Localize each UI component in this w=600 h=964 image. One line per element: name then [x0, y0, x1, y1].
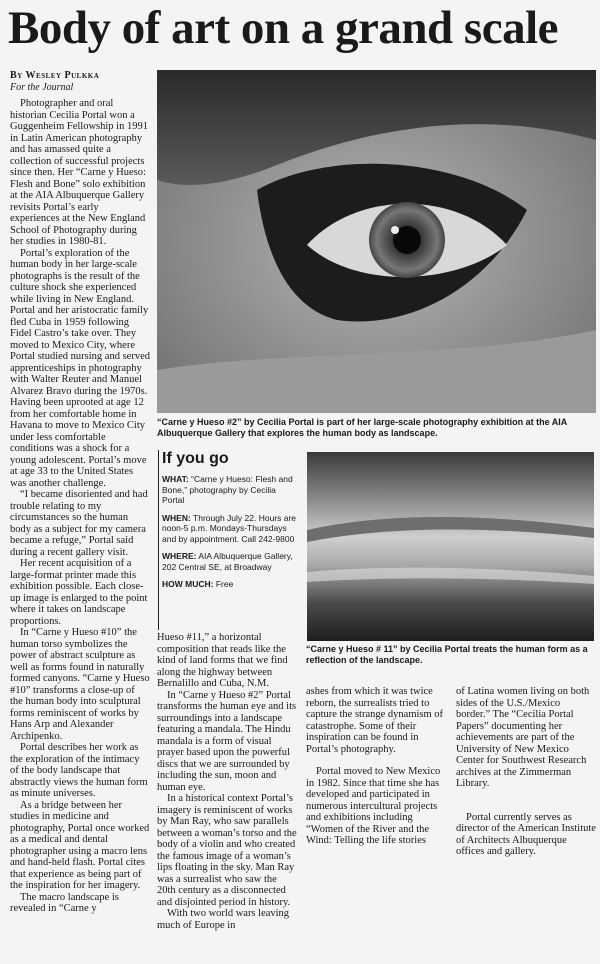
headline: Body of art on a grand scale: [8, 2, 558, 54]
paragraph: As a bridge between her studies in medicine and photography, Portal once worked as a medical and dental photographer using a macro lens and hand-held flash. Portal cites that experience as being part of the inspiration for her imagery.: [10, 799, 150, 891]
paragraph: Portal describes her work as the exploration of the intimacy of the body landscape that abstractly views the human form as minute universes.: [10, 742, 148, 799]
photo-caption: “Carne y Hueso # 11” by Cecilia Portal treats the human form as a reflection of the landscape.: [306, 644, 588, 665]
info-label: HOW MUCH:: [162, 579, 214, 589]
paragraph: The macro landscape is revealed in “Carne y: [10, 891, 119, 914]
paragraph: of Latina women living on both sides of the U.S./Mexico border.” The “Cecilia Portal Papers” documenting her achievements are part of the University of New Mexico Center for Southwest Research archives at the Zimmerman Library.: [456, 686, 590, 789]
paragraph: Her recent acquisition of a large-format printer made this exhibition possible. Each close-up image is enlarged to the point where it takes on landscape proportions.: [10, 558, 148, 627]
info-label: WHEN:: [162, 512, 191, 523]
info-what: [162, 474, 300, 506]
torso-photo-image: [307, 452, 594, 641]
eye-photo: [157, 70, 596, 413]
info-value: AIA Albuquerque Gallery, 202 Central SE, at Broadway: [162, 551, 293, 572]
article-column-4: [456, 686, 596, 962]
article-column-2: [157, 632, 297, 962]
paragraph: Portal’s exploration of the human body in her large-scale photographs is the result of the culture shock she experienced while living in New England. Portal and her aristocratic family fled Cuba in 1959 following Fidel Castro’s take over. They moved to Mexico City, where Portal studied nursing and served apprenticeships in photography with Walter Reuter and Manuel Alvarez Bravo during the 1970s. Having been uprooted at age 12 from her comfortable home in Havana to move to Mexico City under less comfortable conditions was a shock for a young adolescent. Portal’s move at age 33 to the United States was another challenge.: [10, 247, 150, 489]
paragraph: “I became disoriented and had trouble relating to my circumstances so the human body as a subject for my camera became a refuge,” Portal said during a recent gallery visit.: [10, 489, 148, 558]
paragraph: Photographer and oral historian Cecilia Portal won a Guggenheim Fellowship in 1991 in Latin American photography and has amassed quite a collection of successful projects since then. Her “Carne y Hueso: Flesh and Bone” solo exhibition at the AIA Albuquerque Gallery revisits Portal’s early experiences at the New England School of Photography during her studies in 1980-81.: [10, 98, 148, 247]
paragraph: ashes from which it was twice reborn, the surrealists tried to capture the strange dynamism of catastrophe. Some of their inspiration can be found in Portal’s photography.: [306, 686, 444, 755]
info-when: [162, 513, 300, 545]
paragraph: In “Carne y Hueso #10” the human torso symbolizes the power of abstract sculpture as well as forms found in naturally formed canyons. “Carne y Hueso #10” transforms a close-up of the human body into sculptural forms reminiscent of works by Hans Arp and Alexander Archipenko.: [10, 627, 150, 742]
paragraph: Hueso #11,” a horizontal composition that reads like the kind of land forms that we find along the highway between Bernalillo and Cuba, N.M.: [157, 632, 288, 689]
byline: [10, 70, 156, 94]
info-label: WHERE:: [162, 551, 197, 561]
info-value: “Carne y Hueso: Flesh and Bone,” photography by Cecilia Portal: [162, 474, 293, 505]
paragraph: In a historical context Portal’s imagery is reminiscent of works by Man Ray, who saw parallels between a woman’s torso and the body of a violin and who created the famous image of a woman’s lips floating in the sky. Man Ray was a surrealist who saw the 20th century as a disconnected and disjointed period in history.: [157, 793, 297, 908]
article-column-3: [306, 686, 446, 962]
info-howmuch: [162, 579, 300, 590]
byline-outlet: For the Journal: [10, 82, 74, 93]
info-box-title: If you go: [162, 450, 229, 467]
eye-photo-image: [157, 70, 596, 413]
info-where: [162, 551, 300, 572]
info-label: WHAT:: [162, 474, 189, 484]
torso-photo: [307, 452, 594, 641]
paragraph: In “Carne y Hueso #2” Portal transforms the human eye and its surroundings into a landscape featuring a mandala. The Hindu mandala is a form of visual prayer based upon the powerful discs that we are surrounded by including the sun, moon and human eye.: [157, 689, 297, 793]
paragraph: Portal currently serves as director of the American Institute of Architects Albuquerque offices and gallery.: [456, 811, 596, 857]
info-value: Free: [215, 579, 234, 589]
byline-author: By Wesley Pulkka: [10, 70, 100, 81]
article-column-1: [10, 98, 150, 960]
info-value: Through July 22. Hours are noon-5 p.m. Mondays-Thursdays and by appointment. Call 242-9800: [162, 512, 297, 544]
paragraph: Portal moved to New Mexico in 1982. Since that time she has developed and participated in numerous intercultural projects and exhibitions including “Women of the River and the Wind: Telling the life stories: [306, 766, 441, 846]
info-box: [162, 450, 300, 597]
photo-caption: “Carne y Hueso #2” by Cecilia Portal is part of her large-scale photography exhibition at the AIA Albuquerque Gallery that explores the human body as landscape.: [157, 417, 567, 438]
info-box-rule: [158, 450, 159, 630]
paragraph: With two world wars leaving much of Europe in: [157, 908, 290, 931]
